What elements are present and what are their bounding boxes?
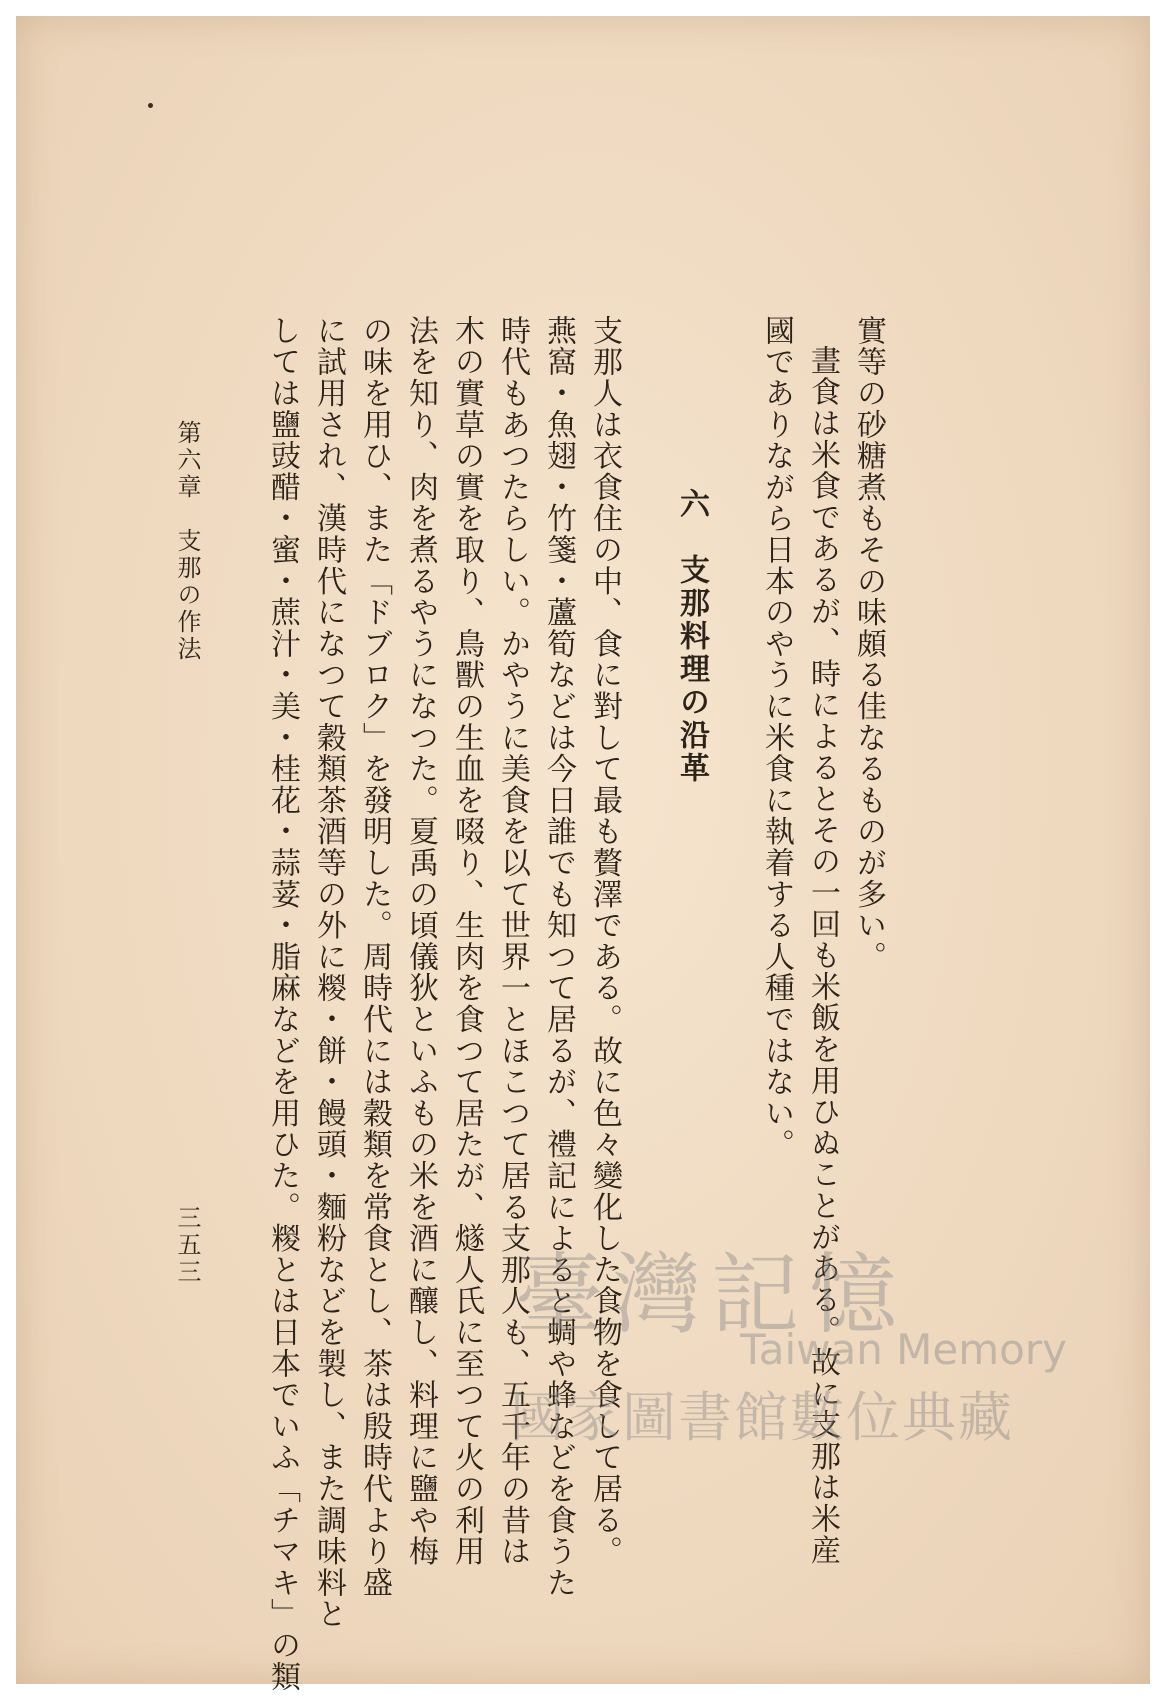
text-line-13: に試用され、漢時代になつて穀類茶酒等の外に糉・餅・饅頭・麵粉などを製し、また調味料と [311,315,346,1630]
text-line-11: 法を知り、肉を煮るやうになつた。夏禹の頃儀狄といふもの米を酒に釀し、料理に鹽や梅 [403,315,438,1567]
text-line-9: 時代もあつたらしい。かやうに美食を以て世界一とほこつて居る支那人も、五千年の昔は [495,315,530,1567]
text-line-3: 國でありながら日本のやうに米食に執着する人種ではない。 [759,315,794,1161]
text-line-14: しては鹽豉醋・蜜・蔗汁・美・桂花・蒜荽・脂麻などを用ひた。糉とは日本でいふ「チマキ」の類 [265,315,300,1693]
watermark-title: 臺灣記憶 [515,1243,908,1346]
text-line-12: の味を用ひ、また「ドブロク」を發明した。周時代には穀類を常食とし、茶は殷時代より盛 [357,315,392,1599]
text-line-2: 晝食は米食であるが、時によるとその一回も米飯を用ひぬことがある。故に支那は米産 [805,345,840,1566]
section-heading: 六 支那料理の沿革 [674,488,709,785]
text-line-7: 支那人は衣食住の中、食に對して最も贅澤である。故に色々變化した食物を食して居る。 [587,315,622,1567]
text-line-8: 燕窩・魚翅・竹箋・蘆筍などは今日誰でも知つて居るが、禮記によると蜩や蜂などを食うた [541,315,576,1599]
text-line-10: 木の實草の實を取り、鳥獸の生血を啜り、生肉を食つて居たが、燧人氏に至つて火の利用 [449,315,484,1567]
page-number: 三五三 [173,1205,201,1286]
text-line-1: 實等の砂糖煮もその味頗る佳なるものが多い。 [851,315,886,973]
watermark-institution: 國家圖書館數位典藏 [510,1386,1014,1449]
running-footer-chapter: 第六章 支那の作法 [173,420,201,663]
watermark-subtitle: Taiwan Memory [740,1325,1067,1374]
ink-speck [148,103,153,108]
